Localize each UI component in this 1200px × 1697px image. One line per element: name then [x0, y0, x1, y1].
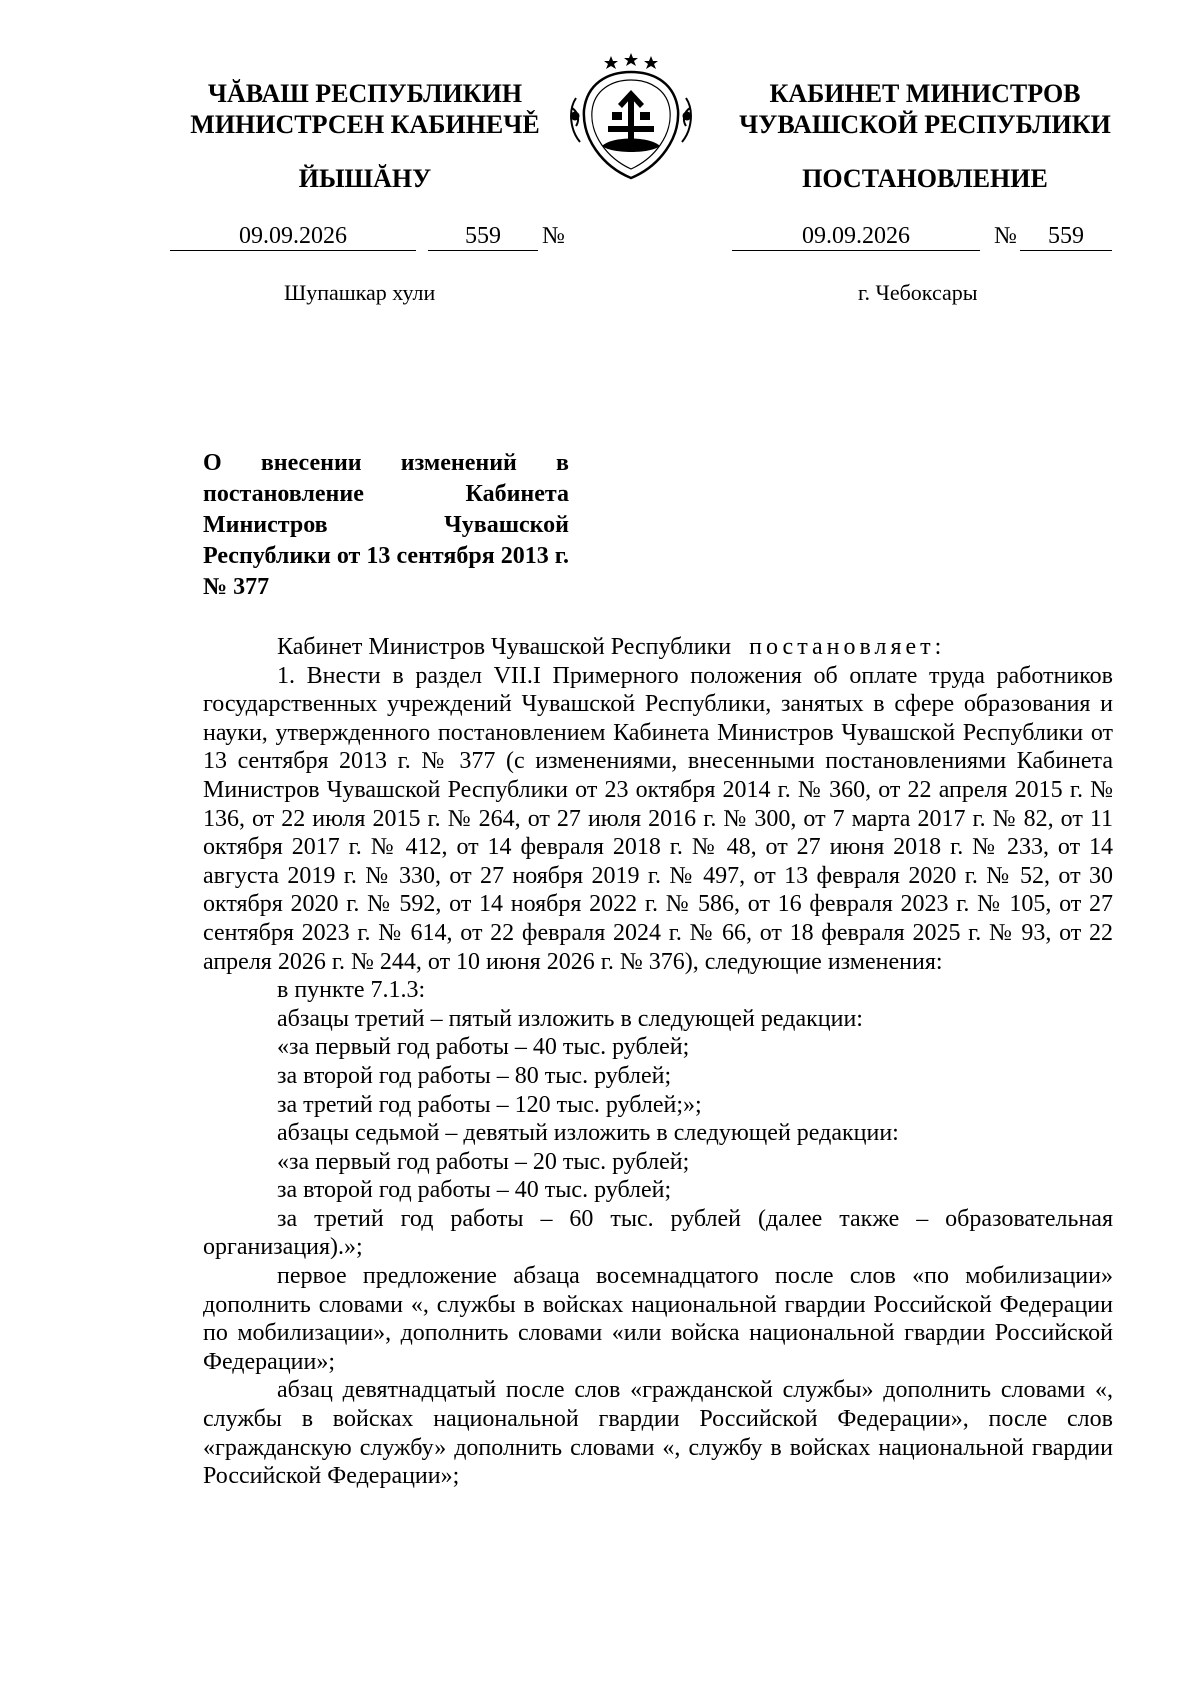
city-left: Шупашкар хули	[284, 280, 436, 305]
number-right: 559	[1020, 222, 1112, 251]
date-left: 09.09.2026	[170, 222, 416, 251]
body-paragraph: первое предложение абзаца восемнадцатого после слов «по мобилизации» дополнить словами «, службы в войсках национальной гвардии Российской Федерации по мобилизации», дополнить словами «или войска национальной гвардии Российской Федерации»;	[203, 1263, 1113, 1375]
number-sign-right: №	[994, 223, 1017, 249]
header-left-line2: МИНИСТРСЕН КАБИНЕЧĚ	[190, 110, 540, 139]
body-paragraph: за третий год работы – 120 тыс. рублей;»;	[277, 1091, 702, 1118]
header-right-line1: КАБИНЕТ МИНИСТРОВ	[769, 79, 1081, 108]
document-title: О внесении изменений в постановление Кабинета Министров Чувашской Республики от 13 сентября 2013 г. № 377	[203, 450, 569, 600]
document-body	[203, 633, 1113, 1491]
number-left: 559	[428, 222, 538, 251]
body-paragraph: абзацы седьмой – девятый изложить в следующей редакции:	[277, 1120, 899, 1147]
doctype-right: ПОСТАНОВЛЕНИЕ	[802, 164, 1048, 193]
body-paragraph: в пункте 7.1.3:	[277, 977, 426, 1004]
body-paragraph: абзацы третий – пятый изложить в следующей редакции:	[277, 1005, 863, 1032]
header-right-org	[720, 78, 1130, 140]
header-left-org	[150, 78, 580, 140]
body-paragraph: за второй год работы – 40 тыс. рублей;	[277, 1177, 672, 1204]
number-sign-left: №	[542, 223, 565, 249]
doctype-left: ЙЫШĂНУ	[298, 164, 432, 193]
body-paragraph: за второй год работы – 80 тыс. рублей;	[277, 1062, 672, 1089]
body-paragraph: «за первый год работы – 20 тыс. рублей;	[277, 1148, 690, 1175]
coat-of-arms-emblem	[562, 50, 700, 184]
city-right: г. Чебоксары	[858, 280, 978, 305]
header-right-line2: ЧУВАШСКОЙ РЕСПУБЛИКИ	[739, 110, 1111, 139]
star-icon	[604, 53, 658, 69]
intro-text: Кабинет Министров Чувашской Республики	[277, 634, 732, 660]
date-right: 09.09.2026	[732, 222, 980, 251]
body-paragraph: абзац девятнадцатый после слов «гражданской службы» дополнить словами «, службы в войсках национальной гвардии Российской Федерации», после слов «гражданскую службу» дополнить словами «, службу в войсках национальной гвардии Российской Федерации»;	[203, 1377, 1113, 1490]
intro-verb: постановляет:	[749, 634, 946, 660]
body-paragraph: «за первый год работы – 40 тыс. рублей;	[277, 1034, 690, 1061]
intro-paragraph	[203, 633, 1113, 662]
header-left-line1: ЧĂВАШ РЕСПУБЛИКИН	[207, 79, 523, 108]
body-paragraph: за третий год работы – 60 тыс. рублей (далее также – образовательная организация).»;	[203, 1205, 1113, 1261]
body-paragraph: 1. Внести в раздел VII.I Примерного положения об оплате труда работников государственных учреждений Чувашской Республики, занятых в сфере образования и науки, утвержденного постановлением Кабинета Министров Чувашской Республики от 13 сентября 2013 г. № 377 (с изменениями, внесенными постановлениями Кабинета Министров Чувашской Республики от 23 октября 2014 г. № 360, от 22 апреля 2015 г. № 136, от 22 июля 2015 г. № 264, от 27 июля 2016 г. № 300, от 7 марта 2017 г. № 82, от 11 октября 2017 г. № 412, от 14 февраля 2018 г. № 48, от 27 июня 2018 г. № 233, от 14 августа 2019 г. № 330, от 27 ноября 2019 г. № 497, от 13 февраля 2020 г. № 52, от 30 октября 2020 г. № 592, от 14 ноября 2022 г. № 586, от 16 февраля 2023 г. № 105, от 27 сентября 2023 г. № 614, от 22 февраля 2024 г. № 66, от 18 февраля 2025 г. № 93, от 22 апреля 2026 г. № 244, от 10 июня 2026 г. № 376), следующие изменения:	[203, 662, 1113, 975]
